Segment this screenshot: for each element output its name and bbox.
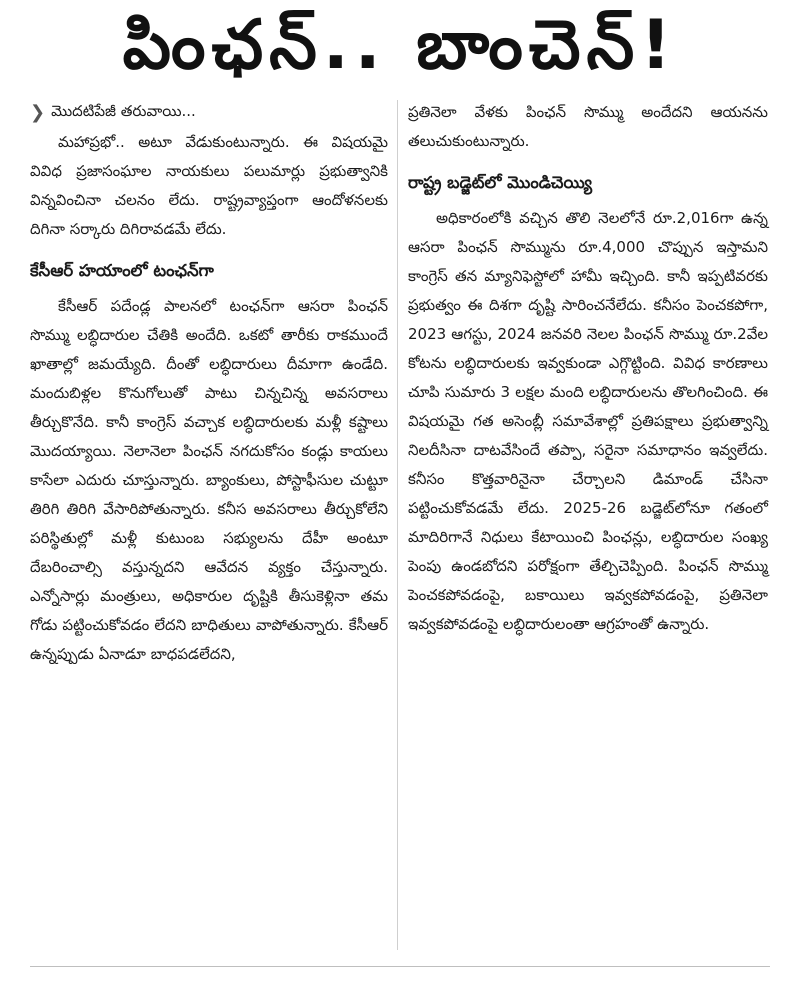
bottom-rule: [30, 966, 770, 967]
continuation-label: మొదటిపేజీ తరువాయి...: [51, 102, 196, 120]
continuation-line: [30, 98, 388, 128]
subheading-kcr: కేసీఆర్ హయాంలో టంఛన్‌గా: [30, 261, 214, 280]
right-column: [408, 98, 768, 639]
kcr-paragraph: కేసీఆర్ పదేండ్ల పాలనలో టంఛన్‌గా ఆసరా పింఛన్ సొమ్ము లబ్ధిదారుల చేతికి అందేది. ఒకటో తారీకు రాకముందే ఖాతాల్లో జమయ్యేది. దీంతో లబ్ధిదారులు దీమాగా ఉండేది. మందుబిళ్లల కొనుగోలుతో పాటు చిన్నచిన్న అవసరాలు తీర్చుకొనేది. కానీ కాంగ్రెస్ వచ్చాక లబ్ధిదారులకు మళ్లీ కష్టాలు మొదయ్యాయి. నెలానెలా పింఛన్ నగదుకోసం కండ్లు కాయలు కాసేలా ఎదురు చూస్తున్నారు. బ్యాంకులు, పోస్టాఫీసుల చుట్టూ తిరిగి తిరిగి వేసారిపోతున్నారు. కనీస అవసరాలు తీర్చుకోలేని పరిస్థితుల్లో మళ్లీ కుటుంబ సభ్యులను దేహీ అంటూ దేబరించాల్సి వస్తున్నదని ఆవేదన వ్యక్తం చేస్తున్నారు. ఎన్నోసార్లు మంత్రులు, అధికారుల దృష్టికి తీసుకెళ్లినా తమ గోడు పట్టించుకోవడం లేదని బాధితులు వాపోతున్నారు. కేసీఆర్ ఉన్నప్పుడు ఏనాడూ బాధపడలేదని,: [30, 297, 388, 663]
budget-paragraph: అధికారంలోకి వచ్చిన తొలి నెలలోనే రూ.2,016గా ఉన్న ఆసరా పింఛన్ సొమ్మును రూ.4,000 చొప్పున ఇస్తామని కాంగ్రెస్ తన మ్యానిఫెస్టోలో హామీ ఇచ్చింది. కానీ ఇప్పటివరకు ప్రభుత్వం ఈ దిశగా దృష్టి సారించనేలేదు. కనీసం పెంచకపోగా, 2023 ఆగస్టు, 2024 జనవరి నెలల పింఛన్ సొమ్ము రూ.2వేల కోటను లబ్ధిదారులకు ఇవ్వకుండా ఎగ్గొట్టింది. వివిధ కారణాలు చూపి సుమారు 3 లక్షల మంది లబ్ధిదారులను తొలగించింది. ఈ విషయమై గత అసెంబ్లీ సమావేశాల్లో ప్రతిపక్షాలు ప్రభుత్వాన్ని నిలదీసినా దాటవేసిందే తప్పా, సరైనా సమాధానం ఇవ్వలేదు. కనీసం కొత్తవారినైనా చేర్చాలని డిమాండ్ చేసినా పట్టించుకోవడమే లేదు. 2025-26 బడ్జెట్‌లోనూ గతంలో మాదిరిగానే నిధులు కేటాయించి పింఛన్లు, లబ్ధిదారుల సంఖ్య పెంపు ఉండబోదని పరోక్షంగా తేల్చిచెప్పింది. పింఛన్ సొమ్ము పెంచకపోవడంపై, బకాయిలు ఇవ్వకపోవడంపై, ప్రతినెలా ఇవ్వకపోవడంపై లబ్ధిదారులంతా ఆగ్రహంతో ఉన్నారు.: [408, 209, 768, 633]
chevron-right-icon: ❯: [30, 102, 46, 123]
continued-paragraph: ప్రతినెలా వేళకు పింఛన్ సొమ్ము అందేదని ఆయనను తలుచుకుంటున్నారు.: [408, 103, 768, 150]
intro-paragraph: మహాప్రభో.. అటూ వేడుకుంటున్నారు. ఈ విషయమై వివిధ ప్రజాసంఘాల నాయకులు పలుమార్లు ప్రభుత్వానికి విన్నవించినా చలనం లేదు. రాష్ట్రవ్యాప్తంగా ఆందోళనలకు దిగినా సర్కారు దిగిరావడమే లేదు.: [30, 133, 388, 238]
column-divider: [397, 100, 398, 950]
subheading-budget: రాష్ట్ర బడ్జెట్‌లో మొండిచెయ్యి: [408, 173, 593, 192]
headline: పింఛన్.. బాంచెన్!: [122, 6, 678, 85]
left-column: [30, 98, 388, 669]
